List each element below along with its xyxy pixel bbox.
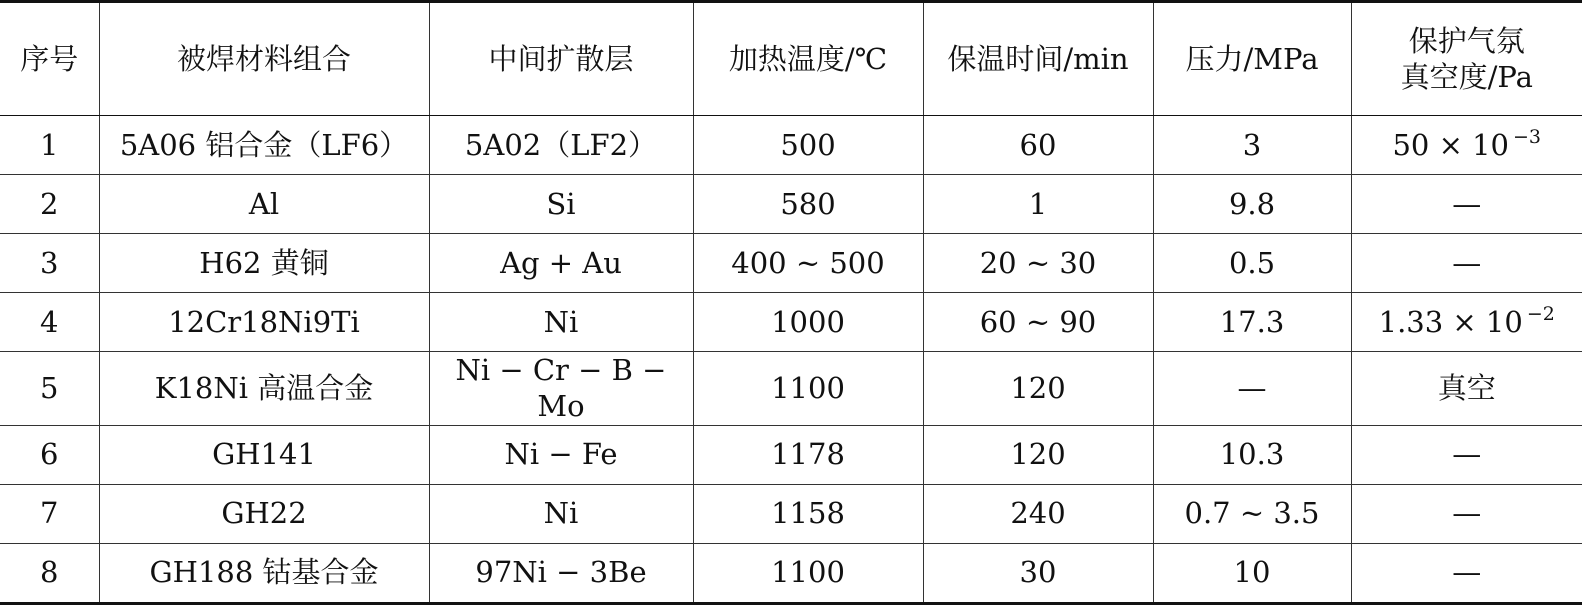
cell-atmosphere — [1351, 543, 1582, 603]
table-row — [0, 543, 1582, 603]
cell-temperature: 1178 — [693, 425, 923, 484]
cell-no: 4 — [0, 293, 99, 352]
cell-material: 5A06 铝合金（LF6） — [99, 116, 429, 175]
cell-atmosphere — [1351, 293, 1582, 352]
cell-diffusion-layer: 97Ni − 3Be — [429, 543, 693, 603]
atmosphere-value: — — [1452, 186, 1482, 221]
table-row — [0, 484, 1582, 543]
cell-hold-time: 60 ~ 90 — [923, 293, 1153, 352]
cell-no: 1 — [0, 116, 99, 175]
header-cell-pressure: 压力/MPa — [1153, 2, 1351, 116]
cell-diffusion-layer: Ni − Cr − B − Mo — [429, 352, 693, 426]
cell-atmosphere — [1351, 484, 1582, 543]
cell-hold-time: 20 ~ 30 — [923, 234, 1153, 293]
cell-no: 6 — [0, 425, 99, 484]
cell-no: 7 — [0, 484, 99, 543]
cell-diffusion-layer: 5A02（LF2） — [429, 116, 693, 175]
header-cell-material: 被焊材料组合 — [99, 2, 429, 116]
header-cell-no: 序号 — [0, 2, 99, 116]
cell-hold-time: 1 — [923, 175, 1153, 234]
table-row — [0, 425, 1582, 484]
atmosphere-exponent: −2 — [1526, 302, 1555, 325]
cell-temperature: 1100 — [693, 543, 923, 603]
cell-pressure: 10.3 — [1153, 425, 1351, 484]
header-cell-atmosphere: 保护气氛 真空度/Pa — [1351, 2, 1582, 116]
table-row — [0, 293, 1582, 352]
cell-atmosphere — [1351, 234, 1582, 293]
cell-pressure: — — [1153, 352, 1351, 426]
cell-diffusion-layer: Ni — [429, 293, 693, 352]
atmosphere-value: — — [1452, 555, 1482, 590]
table-header-row — [0, 2, 1582, 116]
cell-temperature: 1000 — [693, 293, 923, 352]
cell-pressure: 0.7 ~ 3.5 — [1153, 484, 1351, 543]
table-row — [0, 116, 1582, 175]
table-body — [0, 116, 1582, 604]
cell-temperature: 1100 — [693, 352, 923, 426]
header-cell-temperature: 加热温度/℃ — [693, 2, 923, 116]
cell-atmosphere — [1351, 352, 1582, 426]
cell-material: Al — [99, 175, 429, 234]
cell-diffusion-layer: Ni − Fe — [429, 425, 693, 484]
cell-material: GH22 — [99, 484, 429, 543]
cell-diffusion-layer: Ni — [429, 484, 693, 543]
atmosphere-value: 50 × 10 — [1392, 127, 1510, 162]
cell-hold-time: 240 — [923, 484, 1153, 543]
table-row — [0, 234, 1582, 293]
cell-pressure: 9.8 — [1153, 175, 1351, 234]
header-cell-hold-time: 保温时间/min — [923, 2, 1153, 116]
cell-material: 12Cr18Ni9Ti — [99, 293, 429, 352]
cell-pressure: 0.5 — [1153, 234, 1351, 293]
atmosphere-value: 1.33 × 10 — [1378, 304, 1523, 339]
cell-atmosphere — [1351, 116, 1582, 175]
atmosphere-value: — — [1452, 496, 1482, 531]
cell-diffusion-layer: Si — [429, 175, 693, 234]
cell-no: 5 — [0, 352, 99, 426]
cell-temperature: 1158 — [693, 484, 923, 543]
cell-material: GH188 钴基合金 — [99, 543, 429, 603]
cell-pressure: 10 — [1153, 543, 1351, 603]
header-cell-diffusion-layer: 中间扩散层 — [429, 2, 693, 116]
cell-hold-time: 120 — [923, 425, 1153, 484]
cell-temperature: 580 — [693, 175, 923, 234]
cell-material: GH141 — [99, 425, 429, 484]
cell-diffusion-layer: Ag + Au — [429, 234, 693, 293]
cell-temperature: 500 — [693, 116, 923, 175]
cell-pressure: 3 — [1153, 116, 1351, 175]
cell-material: H62 黄铜 — [99, 234, 429, 293]
cell-no: 8 — [0, 543, 99, 603]
atmosphere-value: 真空 — [1437, 371, 1496, 406]
cell-atmosphere — [1351, 175, 1582, 234]
cell-hold-time: 60 — [923, 116, 1153, 175]
cell-pressure: 17.3 — [1153, 293, 1351, 352]
cell-temperature: 400 ~ 500 — [693, 234, 923, 293]
cell-material: K18Ni 高温合金 — [99, 352, 429, 426]
cell-hold-time: 120 — [923, 352, 1153, 426]
atmosphere-value: — — [1452, 245, 1482, 280]
cell-atmosphere — [1351, 425, 1582, 484]
cell-no: 2 — [0, 175, 99, 234]
cell-hold-time: 30 — [923, 543, 1153, 603]
table-row — [0, 352, 1582, 426]
atmosphere-value: — — [1452, 437, 1482, 472]
cell-no: 3 — [0, 234, 99, 293]
table-row — [0, 175, 1582, 234]
atmosphere-exponent: −3 — [1513, 125, 1542, 148]
